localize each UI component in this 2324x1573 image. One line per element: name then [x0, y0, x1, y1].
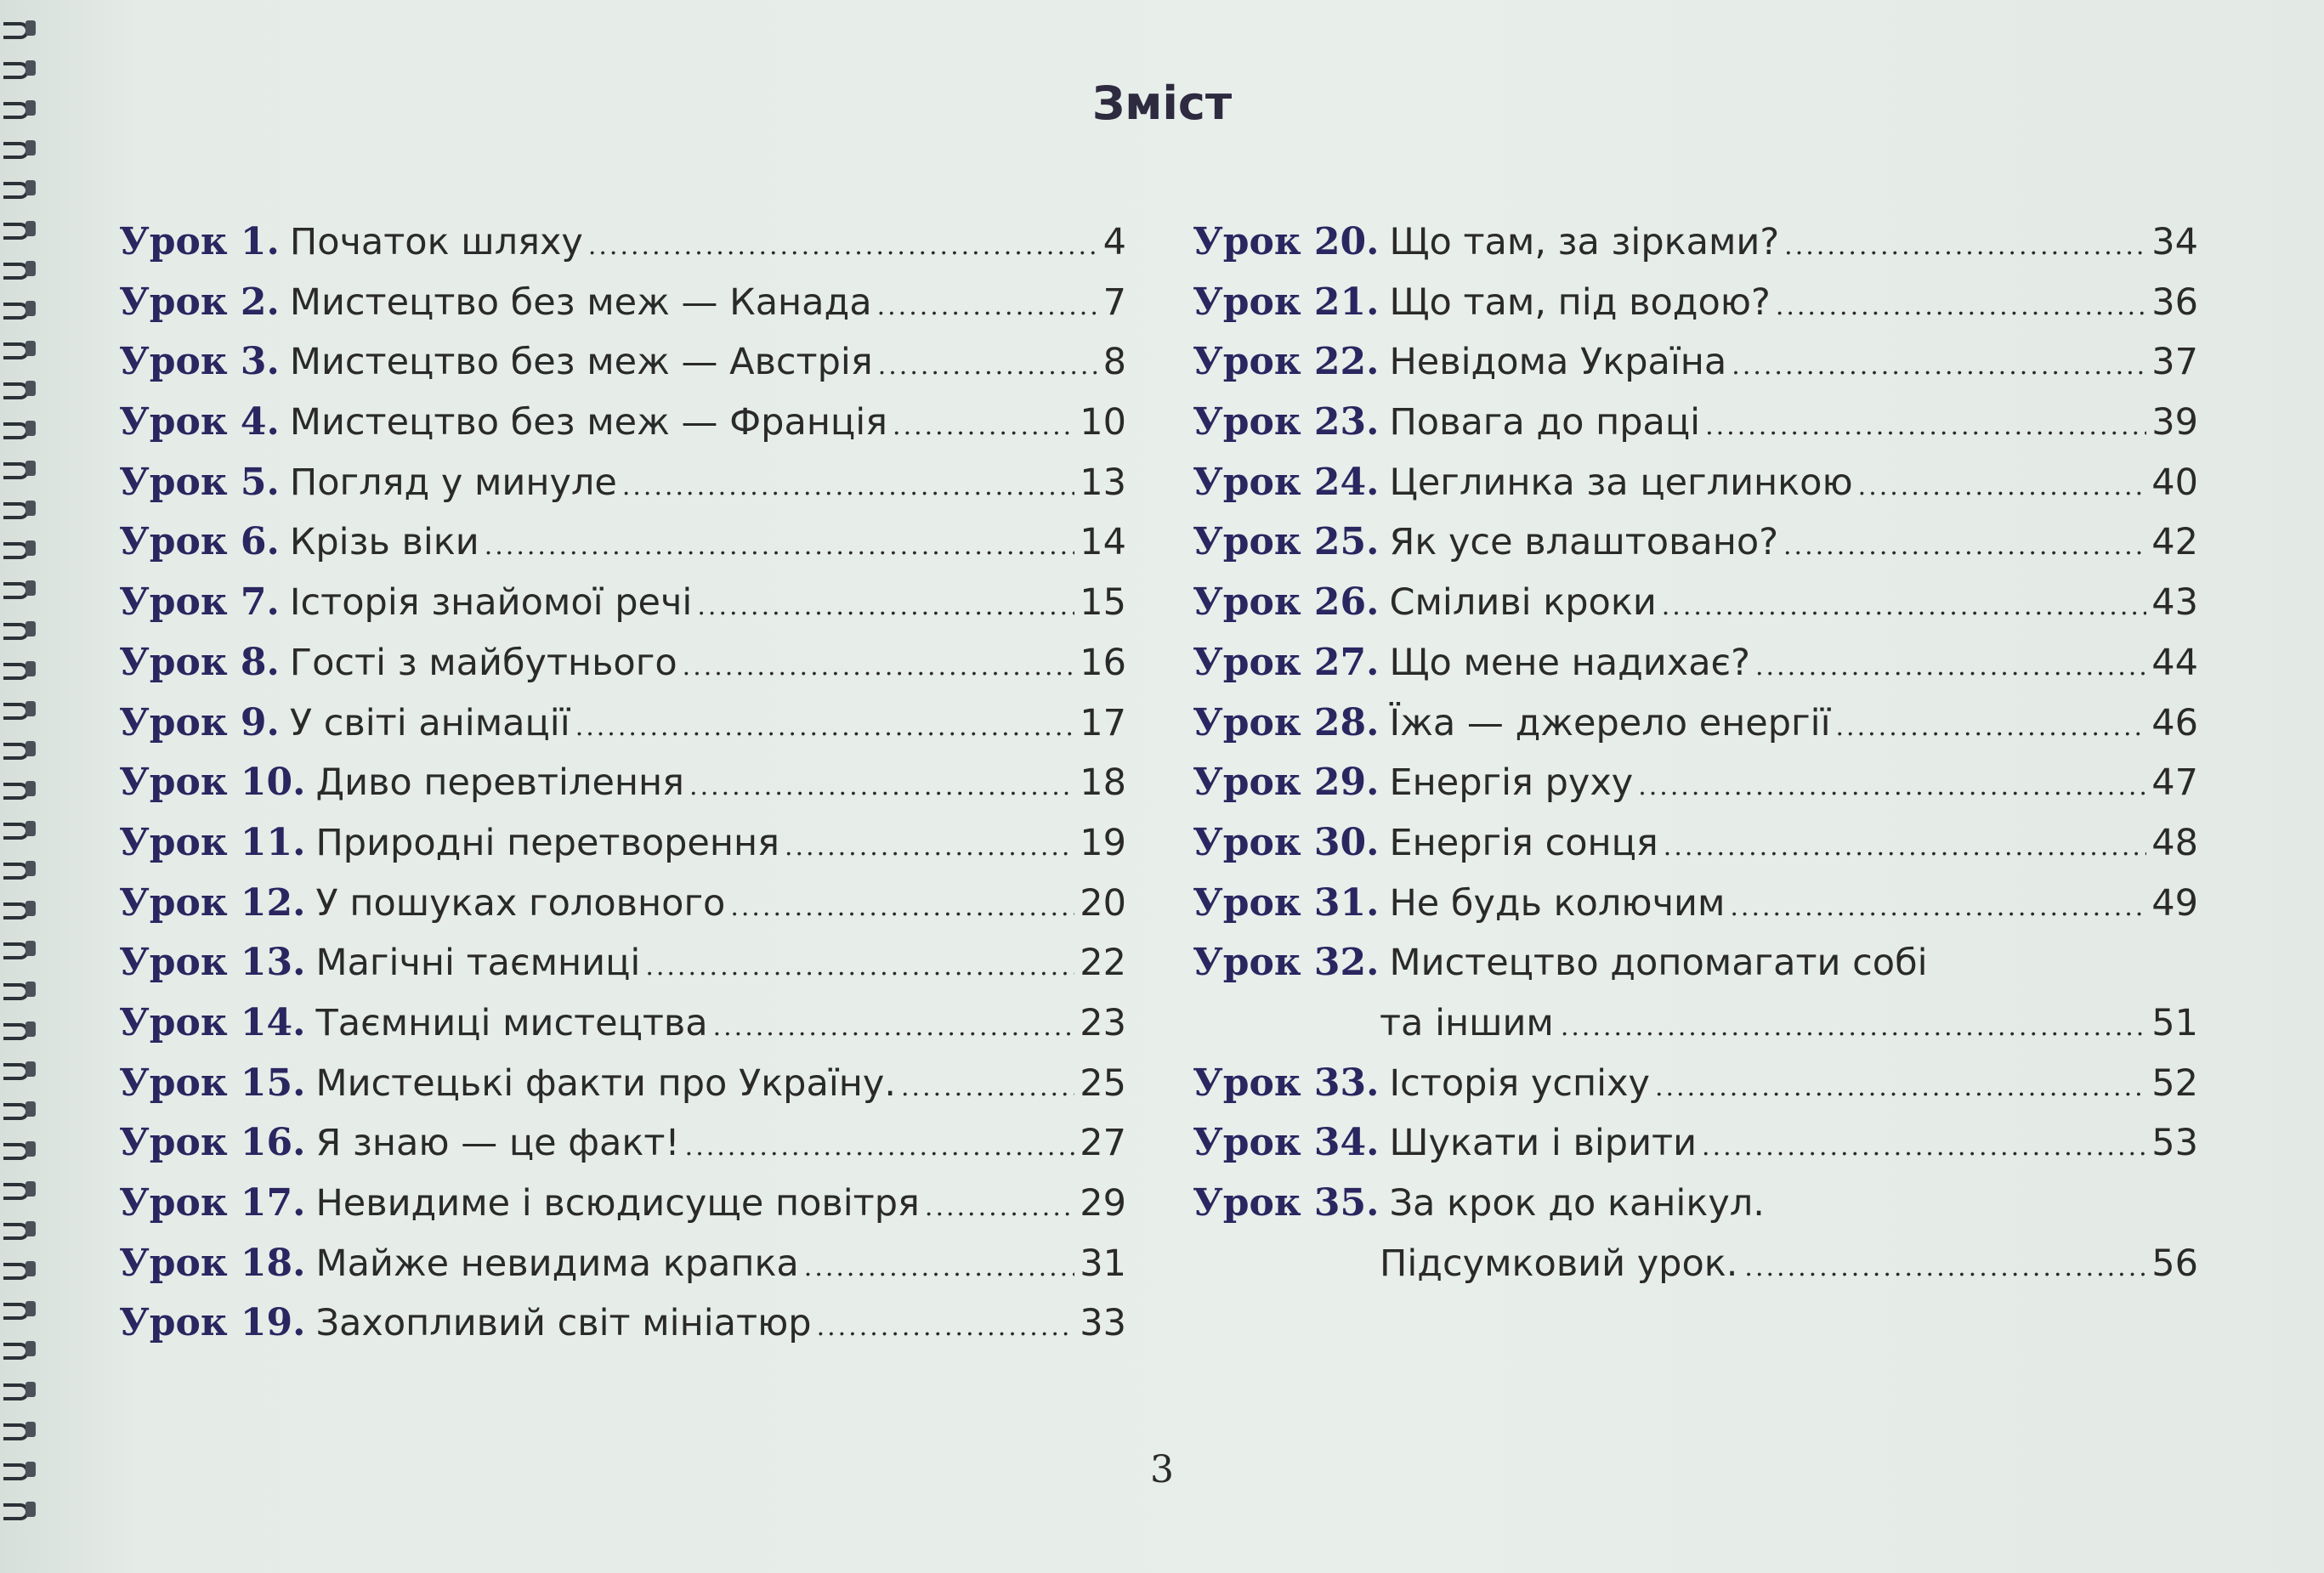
lesson-label: Урок 2. [119, 280, 280, 324]
toc-entry [119, 813, 1126, 874]
spiral-binding [0, 17, 43, 1555]
lesson-title: Мистецькі факти про Україну. [315, 1061, 896, 1105]
dot-leader [1702, 1118, 2146, 1178]
lesson-title: Мистецтво без меж — Австрія [289, 341, 873, 384]
page-number: 3 [1150, 1448, 1174, 1491]
toc-entry [119, 874, 1126, 934]
toc-entry [119, 753, 1126, 813]
dot-leader [1783, 517, 2146, 577]
lesson-label: Урок 28. [1193, 700, 1380, 744]
dot-leader [893, 397, 1074, 457]
dot-leader [1705, 397, 2146, 457]
lesson-title: Мистецтво без меж — Канада [289, 280, 872, 324]
lesson-label: Урок 22. [1193, 340, 1380, 384]
page-ref: 42 [2151, 521, 2198, 564]
lesson-label: Урок 14. [119, 1000, 306, 1044]
toc-entry [119, 633, 1126, 693]
toc-entry [1193, 933, 2198, 993]
lesson-title: Як усе влаштовано? [1389, 521, 1779, 564]
toc-entry [1193, 874, 2198, 934]
lesson-title: Невидиме і всюдисуще повітря [315, 1182, 920, 1225]
dot-leader [878, 337, 1098, 397]
page-ref: 14 [1080, 521, 1126, 564]
binding-ring [3, 1018, 36, 1042]
page-ref: 10 [1080, 401, 1126, 444]
lesson-label: Урок 31. [1193, 880, 1380, 925]
lesson-title: Початок шляху [289, 221, 583, 263]
binding-ring [3, 17, 36, 41]
page-ref: 46 [2151, 701, 2198, 744]
binding-ring [3, 618, 36, 642]
lesson-label: Урок 1. [119, 220, 280, 263]
lesson-title: Крізь віки [289, 521, 479, 564]
lesson-label: Урок 29. [1193, 761, 1380, 805]
lesson-title: Невідома Україна [1389, 341, 1727, 384]
lesson-label: Урок 33. [1193, 1061, 1380, 1105]
binding-ring [3, 1418, 36, 1442]
lesson-title: У світі анімації [289, 701, 570, 744]
toc-entry [1193, 693, 2198, 754]
page-ref: 20 [1080, 881, 1126, 925]
binding-ring [3, 818, 36, 841]
lesson-label: Урок 15. [119, 1061, 306, 1105]
page-ref: 33 [1080, 1302, 1126, 1345]
lesson-title: Енергія сонця [1389, 821, 1658, 864]
page-ref: 34 [2151, 221, 2198, 263]
binding-ring [3, 1498, 36, 1522]
toc-entry [1193, 1054, 2198, 1114]
binding-ring [3, 497, 36, 521]
lesson-title: Що мене надихає? [1389, 641, 1750, 684]
lesson-title: Таємниці мистецтва [315, 1001, 708, 1044]
dot-leader [485, 517, 1075, 577]
page-title: Зміст [1091, 76, 1233, 130]
lesson-title: За крок до канікул. [1389, 1182, 1765, 1225]
dot-leader [1858, 457, 2147, 518]
lesson-title: Історія знайомої речі [289, 581, 693, 625]
lesson-label: Урок 20. [1193, 220, 1380, 263]
binding-ring [3, 1258, 36, 1282]
dot-leader [1776, 277, 2146, 337]
lesson-label: Урок 24. [1193, 460, 1380, 504]
toc-entry [119, 273, 1126, 333]
binding-ring [3, 897, 36, 921]
lesson-label: Урок 18. [119, 1241, 306, 1285]
dot-leader [1561, 998, 2146, 1058]
page-ref: 4 [1102, 221, 1126, 263]
binding-ring [3, 417, 36, 441]
binding-ring [3, 137, 36, 161]
toc-entry [1193, 753, 2198, 813]
lesson-label: Урок 19. [119, 1301, 306, 1345]
binding-ring [3, 1298, 36, 1321]
binding-ring [3, 1378, 36, 1402]
binding-ring [3, 937, 36, 961]
lesson-title: Повага до праці [1389, 401, 1701, 444]
page-ref: 44 [2151, 641, 2198, 684]
lesson-title: Погляд у минуле [289, 461, 617, 504]
toc-entry [119, 512, 1126, 573]
dot-leader [785, 818, 1074, 878]
lesson-title: Мистецтво допомагати собі [1389, 942, 1928, 985]
page-ref: 8 [1102, 341, 1126, 384]
binding-ring [3, 337, 36, 361]
dot-leader [1755, 637, 2146, 698]
binding-ring [3, 1138, 36, 1162]
toc-entry [1193, 813, 2198, 874]
lesson-title: Що там, за зірками? [1389, 221, 1780, 263]
dot-leader [645, 937, 1074, 998]
toc-entry [1193, 573, 2198, 633]
page-ref: 23 [1080, 1001, 1126, 1044]
page-ref: 25 [1080, 1061, 1126, 1105]
lesson-title: Історія успіху [1389, 1061, 1650, 1105]
page-ref: 53 [2151, 1122, 2198, 1165]
dot-leader [622, 457, 1074, 518]
dot-leader [1836, 698, 2147, 758]
binding-ring [3, 1218, 36, 1242]
lesson-label: Урок 13. [119, 941, 306, 985]
lesson-label: Урок 25. [1193, 520, 1380, 564]
lesson-title: Гості з майбутнього [289, 641, 677, 684]
lesson-title: Не будь колючим [1389, 881, 1726, 925]
dot-leader [575, 698, 1075, 758]
page-ref: 7 [1102, 280, 1126, 324]
dot-leader [685, 1118, 1075, 1178]
lesson-title: Шукати і вірити [1389, 1122, 1698, 1165]
lesson-label: Урок 35. [1193, 1181, 1380, 1225]
lesson-title: Енергія руху [1389, 761, 1634, 805]
lesson-title-continued: Підсумковий урок. [1380, 1242, 1738, 1285]
lesson-title: Захопливий світ мініатюр [315, 1302, 812, 1345]
binding-ring [3, 1178, 36, 1202]
dot-leader [683, 637, 1075, 698]
toc-entry [119, 332, 1126, 393]
toc-entry [119, 1054, 1126, 1114]
lesson-label: Урок 23. [1193, 400, 1380, 444]
page-ref: 52 [2151, 1061, 2198, 1105]
toc-entry [1193, 273, 2198, 333]
binding-ring [3, 257, 36, 281]
lesson-label: Урок 6. [119, 520, 280, 564]
lesson-label: Урок 16. [119, 1121, 306, 1165]
dot-leader [1784, 217, 2146, 277]
binding-ring [3, 738, 36, 761]
toc-entry [1193, 212, 2198, 273]
toc-entry [119, 212, 1126, 273]
page-ref: 27 [1080, 1122, 1126, 1165]
dot-leader [713, 998, 1075, 1058]
toc-entry [1193, 453, 2198, 513]
dot-leader [901, 1058, 1074, 1118]
dot-leader [925, 1178, 1074, 1238]
lesson-label: Урок 7. [119, 580, 280, 625]
dot-leader [1664, 818, 2147, 878]
lesson-label: Урок 10. [119, 761, 306, 805]
binding-ring [3, 537, 36, 561]
lesson-title: Цеглинка за цеглинкою [1389, 461, 1853, 504]
binding-ring [3, 1058, 36, 1082]
toc-left-column [119, 212, 1126, 1354]
lesson-title: Сміливі кроки [1389, 581, 1657, 625]
toc-entry [119, 1113, 1126, 1174]
page-ref: 39 [2151, 401, 2198, 444]
binding-ring [3, 457, 36, 481]
lesson-label: Урок 32. [1193, 941, 1380, 985]
lesson-label: Урок 12. [119, 880, 306, 925]
dot-leader [588, 217, 1098, 277]
lesson-label: Урок 11. [119, 820, 306, 864]
toc-entry [119, 573, 1126, 633]
dot-leader [689, 757, 1074, 818]
lesson-label: Урок 26. [1193, 580, 1380, 625]
page-ref: 47 [2151, 761, 2198, 805]
page-ref: 15 [1080, 581, 1126, 625]
lesson-label: Урок 21. [1193, 280, 1380, 324]
page-ref: 43 [2151, 581, 2198, 625]
binding-ring [3, 297, 36, 321]
binding-ring [3, 377, 36, 401]
lesson-label: Урок 8. [119, 640, 280, 684]
lesson-title: У пошуках головного [315, 881, 726, 925]
lesson-label: Урок 30. [1193, 820, 1380, 864]
page-ref: 19 [1080, 821, 1126, 864]
lesson-label: Урок 34. [1193, 1121, 1380, 1165]
page-ref: 22 [1080, 942, 1126, 985]
page-ref: 13 [1080, 461, 1126, 504]
page-ref: 17 [1080, 701, 1126, 744]
lesson-title: Я знаю — це факт! [315, 1122, 680, 1165]
toc-entry [1193, 512, 2198, 573]
page-ref: 37 [2151, 341, 2198, 384]
toc-entry [1193, 393, 2198, 453]
binding-ring [3, 698, 36, 721]
toc-entry [1193, 633, 2198, 693]
dot-leader [697, 577, 1074, 637]
binding-ring [3, 978, 36, 1002]
toc-entry [119, 453, 1126, 513]
toc-entry-continuation [1193, 993, 2198, 1054]
lesson-title: Їжа — джерело енергії [1389, 701, 1831, 744]
toc-entry [119, 1234, 1126, 1294]
toc-entry [1193, 1174, 2198, 1234]
dot-leader [1730, 878, 2146, 938]
page-ref: 29 [1080, 1182, 1126, 1225]
lesson-label: Урок 3. [119, 340, 280, 384]
page-ref: 18 [1080, 761, 1126, 805]
toc-entry [119, 1293, 1126, 1354]
page-ref: 31 [1080, 1242, 1126, 1285]
page-ref: 36 [2151, 280, 2198, 324]
lesson-title: Мистецтво без меж — Франція [289, 401, 888, 444]
page-ref: 56 [2151, 1242, 2198, 1285]
binding-ring [3, 857, 36, 881]
page-ref: 51 [2151, 1001, 2198, 1044]
lesson-title: Природні перетворення [315, 821, 779, 864]
lesson-label: Урок 4. [119, 400, 280, 444]
dot-leader [1732, 337, 2146, 397]
toc-entry [119, 393, 1126, 453]
binding-ring [3, 218, 36, 241]
lesson-title: Майже невидима крапка [315, 1242, 799, 1285]
toc-right-column [1193, 212, 2198, 1293]
lesson-label: Урок 9. [119, 700, 280, 744]
page-ref: 16 [1080, 641, 1126, 684]
binding-ring [3, 177, 36, 201]
page-ref: 48 [2151, 821, 2198, 864]
toc-entry [119, 993, 1126, 1054]
lesson-title: Що там, під водою? [1389, 280, 1771, 324]
dot-leader [804, 1238, 1075, 1299]
binding-ring [3, 1338, 36, 1361]
dot-leader [1744, 1238, 2146, 1299]
lesson-title: Диво перевтілення [315, 761, 685, 805]
lesson-title-continued: та іншим [1380, 1001, 1554, 1044]
toc-entry [1193, 1113, 2198, 1174]
dot-leader [877, 277, 1098, 337]
dot-leader [817, 1298, 1075, 1358]
lesson-title: Магічні таємниці [315, 942, 641, 985]
toc-entry [1193, 332, 2198, 393]
dot-leader [1638, 757, 2146, 818]
binding-ring [3, 1098, 36, 1122]
lesson-label: Урок 17. [119, 1181, 306, 1225]
page-ref: 49 [2151, 881, 2198, 925]
toc-entry-continuation [1193, 1234, 2198, 1294]
dot-leader [1655, 1058, 2146, 1118]
binding-ring [3, 778, 36, 801]
lesson-label: Урок 5. [119, 460, 280, 504]
binding-ring [3, 658, 36, 682]
dot-leader [730, 878, 1074, 938]
toc-entry [119, 1174, 1126, 1234]
toc-entry [119, 693, 1126, 754]
toc-entry [119, 933, 1126, 993]
dot-leader [1662, 577, 2147, 637]
binding-ring [3, 577, 36, 601]
page-ref: 40 [2151, 461, 2198, 504]
lesson-label: Урок 27. [1193, 640, 1380, 684]
